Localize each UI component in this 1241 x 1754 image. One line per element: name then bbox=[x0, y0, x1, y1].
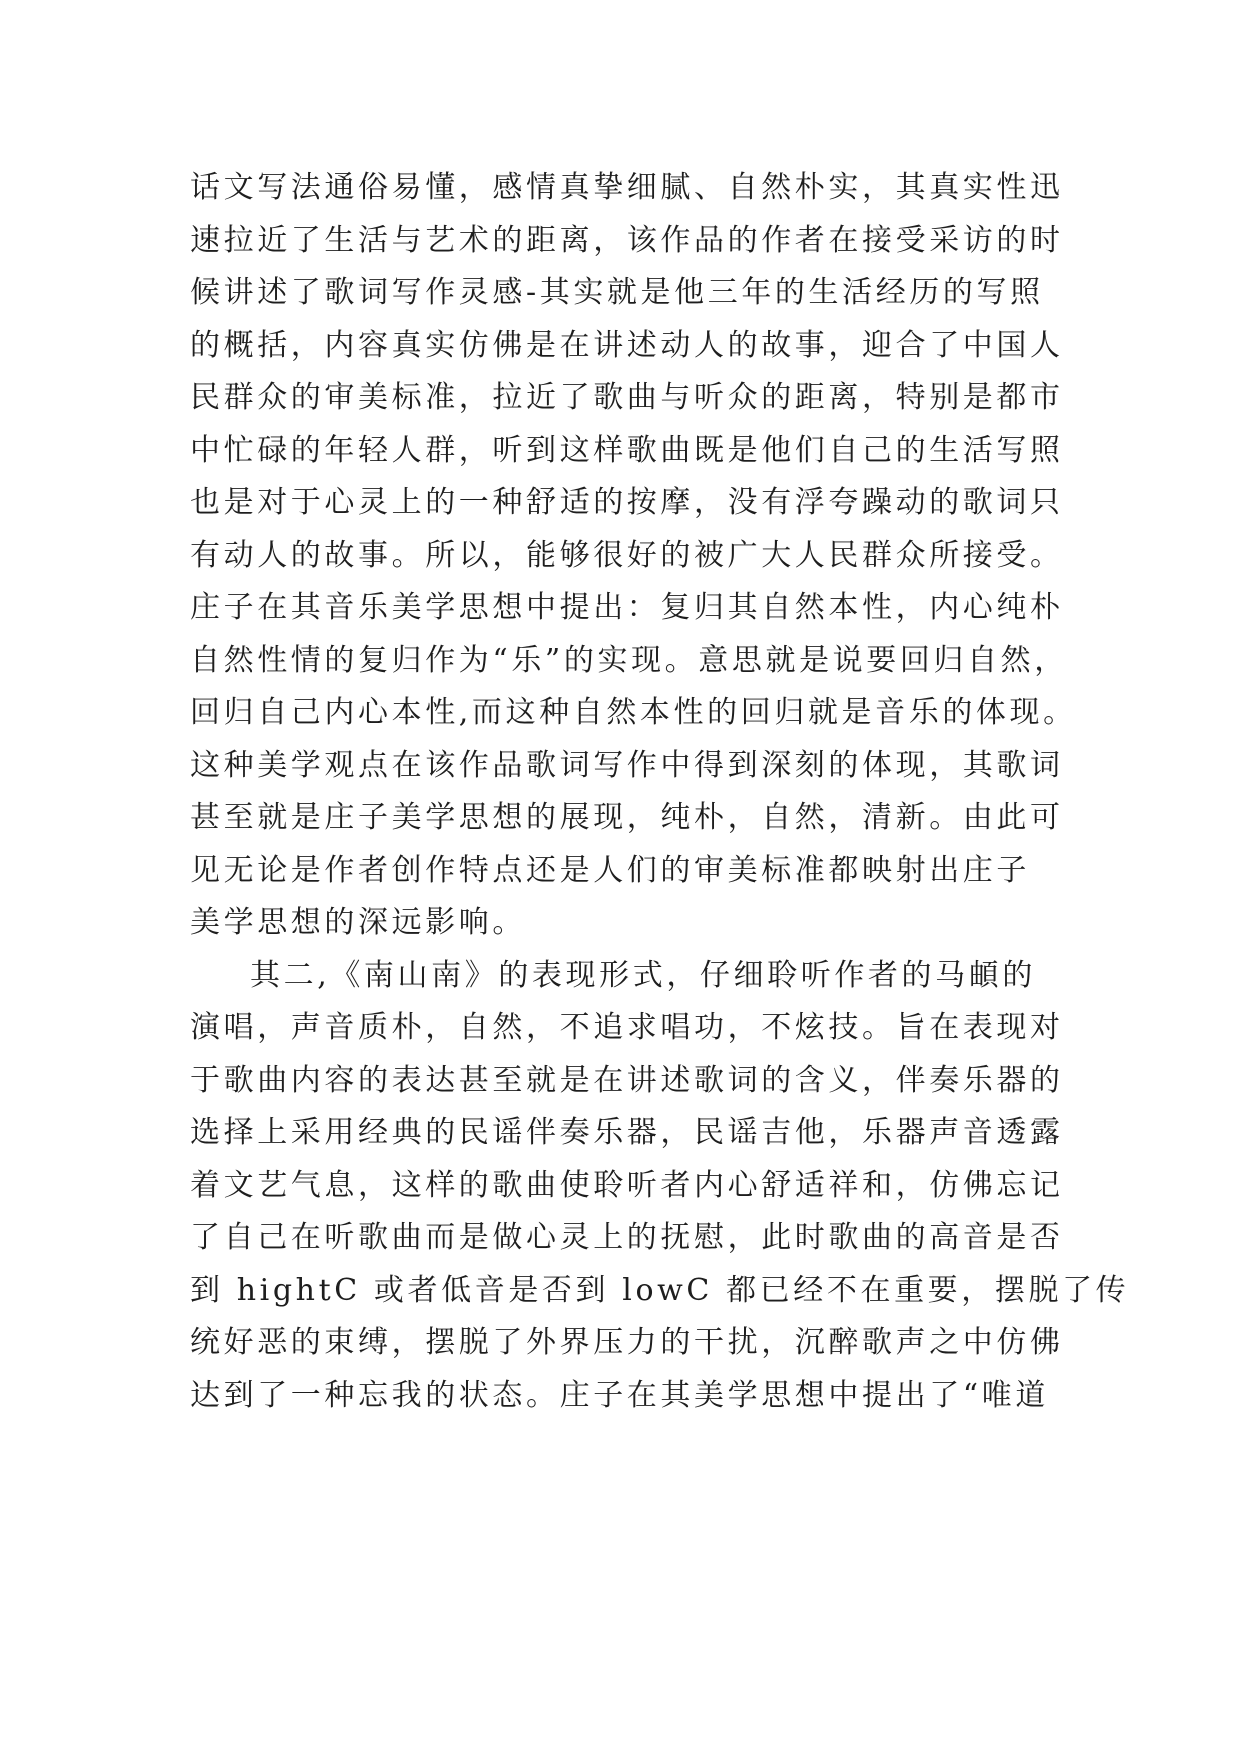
text-line: 有动人的故事。所以，能够很好的被广大人民群众所接受。 bbox=[190, 537, 1064, 573]
text-line: 甚至就是庄子美学思想的展现，纯朴，自然，清新。由此可 bbox=[190, 800, 1064, 835]
paragraph-start-line: 其二,《南山南》的表现形式，仔细聆听作者的马頔的 bbox=[250, 957, 1036, 993]
text-line: 也是对于心灵上的一种舒适的按摩，没有浮夸躁动的歌词只 bbox=[190, 485, 1064, 520]
text-line: 统好恶的束缚，摆脱了外界压力的干扰，沉醉歌声之中仿佛 bbox=[190, 1325, 1064, 1360]
text-line: 中忙碌的年轻人群，听到这样歌曲既是他们自己的生活写照 bbox=[190, 432, 1064, 468]
text-line: 速拉近了生活与艺术的距离，该作品的作者在接受采访的时 bbox=[190, 222, 1064, 258]
text-line: 演唱，声音质朴，自然，不追求唱功，不炫技。旨在表现对 bbox=[190, 1010, 1064, 1045]
text-line: 庄子在其音乐美学思想中提出：复归其自然本性，内心纯朴 bbox=[190, 590, 1064, 625]
text-line: 候讲述了歌词写作灵感-其实就是他三年的生活经历的写照 bbox=[190, 275, 1044, 310]
text-line: 到 hightC 或者低音是否到 lowC 都已经不在重要，摆脱了传 bbox=[190, 1272, 1130, 1308]
text-line: 的概括，内容真实仿佛是在讲述动人的故事，迎合了中国人 bbox=[190, 327, 1064, 363]
text-line: 自然性情的复归作为“乐”的实现。意思就是说要回归自然， bbox=[190, 642, 1068, 678]
text-line: 选择上采用经典的民谣伴奏乐器，民谣吉他，乐器声音透露 bbox=[190, 1115, 1064, 1150]
text-line: 这种美学观点在该作品歌词写作中得到深刻的体现，其歌词 bbox=[190, 747, 1064, 783]
text-line: 达到了一种忘我的状态。庄子在其美学思想中提出了“唯道 bbox=[190, 1377, 1049, 1413]
text-line: 于歌曲内容的表达甚至就是在讲述歌词的含义，伴奏乐器的 bbox=[190, 1062, 1064, 1098]
text-line: 民群众的审美标准，拉近了歌曲与听众的距离，特别是都市 bbox=[190, 380, 1064, 415]
text-line: 回归自己内心本性,而这种自然本性的回归就是音乐的体现。 bbox=[190, 695, 1077, 730]
text-line: 见无论是作者创作特点还是人们的审美标准都映射出庄子 bbox=[190, 852, 1030, 888]
text-line: 美学思想的深远影响。 bbox=[190, 905, 526, 940]
text-line: 了自己在听歌曲而是做心灵上的抚慰，此时歌曲的高音是否 bbox=[190, 1220, 1064, 1255]
text-line: 着文艺气息，这样的歌曲使聆听者内心舒适祥和，仿佛忘记 bbox=[190, 1167, 1064, 1203]
text-line: 话文写法通俗易懂，感情真挚细腻、自然朴实，其真实性迅 bbox=[190, 170, 1064, 205]
body-text bbox=[190, 162, 1130, 1422]
